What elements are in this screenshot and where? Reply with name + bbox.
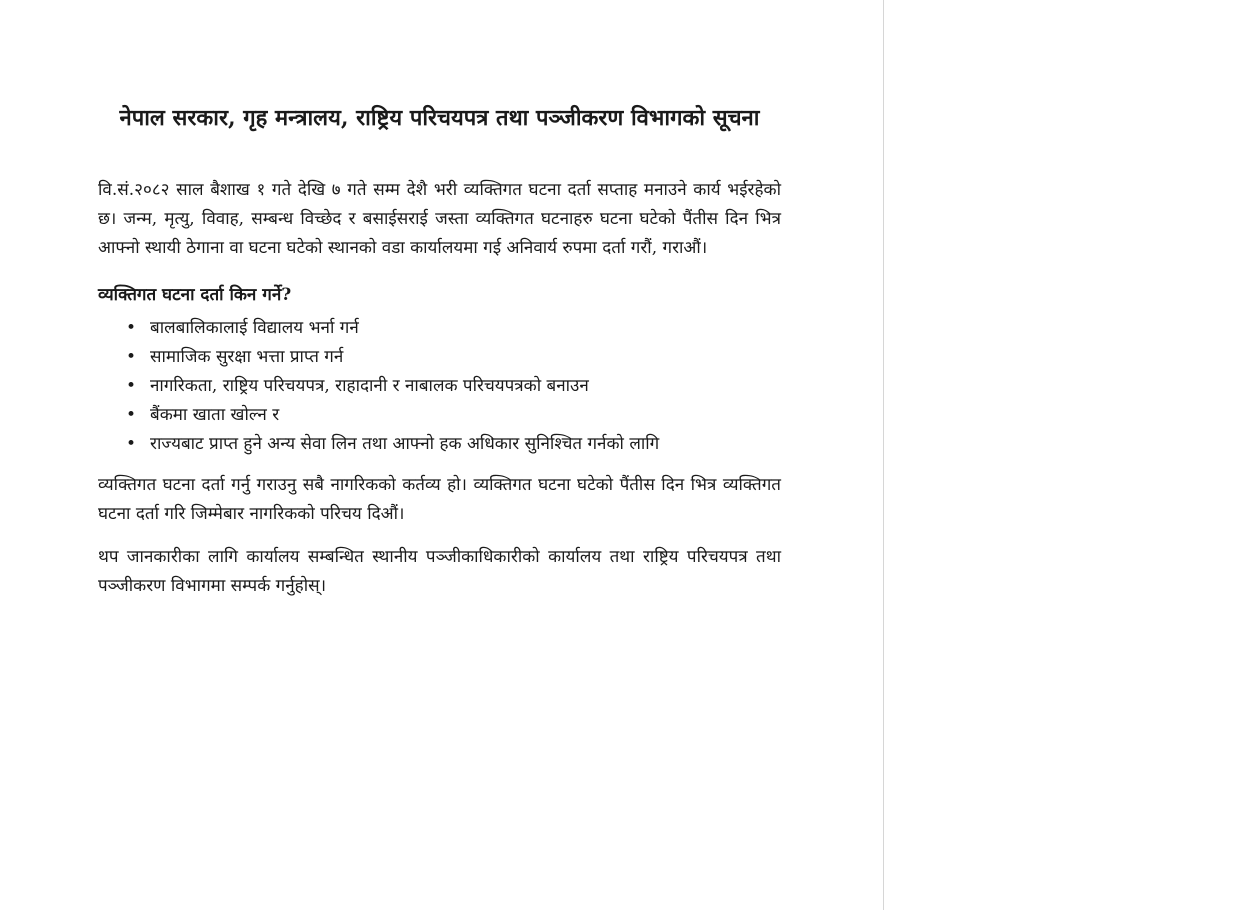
contact-paragraph: थप जानकारीका लागि कार्यालय सम्बन्धित स्थानीय पञ्जीकाधिकारीको कार्यालय तथा राष्ट्रिय परिचयपत्र तथा पञ्जीकरण विभागमा सम्पर्क गर्नुहोस्। [98,547,781,596]
bullet-icon: • [125,405,137,425]
list-item [98,401,781,430]
intro-paragraph: वि.सं.२०८२ साल बैशाख १ गते देखि ७ गते सम्म देशै भरी व्यक्तिगत घटना दर्ता सप्ताह मनाउने कार्य भईरहेको छ। जन्म, मृत्यु, विवाह, सम्बन्ध विच्छेद र बसाईसराई जस्ता व्यक्तिगत घटनाहरु घटना घटेको पैंतीस दिन भित्र आफ्नो स्थायी ठेगाना वा घटना घटेको स्थानको वडा कार्यालयमा गई अनिवार्य रुपमा दर्ता गरौं, गराऔं। [98,180,781,258]
document-content [98,100,781,615]
duty-paragraph: व्यक्तिगत घटना दर्ता गर्नु गराउनु सबै नागरिकको कर्तव्य हो। व्यक्तिगत घटना घटेको पैंतीस दिन भित्र व्यक्तिगत घटना दर्ता गरि जिम्मेबार नागरिकको परिचय दिऔं। [98,475,781,524]
list-item [98,343,781,372]
list-item [98,430,781,459]
page-border [883,0,884,910]
notice-title: नेपाल सरकार, गृह मन्त्रालय, राष्ट्रिय परिचयपत्र तथा पञ्जीकरण विभागको सूचना [119,105,760,131]
bullet-icon: • [125,347,137,367]
bullet-icon: • [125,376,137,396]
list-item-text: नागरिकता, राष्ट्रिय परिचयपत्र, राहादानी र नाबालक परिचयपत्रको बनाउन [150,376,589,396]
list-item-text: बालबालिकालाई विद्यालय भर्ना गर्न [150,318,359,338]
bullet-icon: • [125,318,137,338]
list-item-text: राज्यबाट प्राप्त हुने अन्य सेवा लिन तथा आफ्नो हक अधिकार सुनिश्चित गर्नको लागि [150,434,660,454]
list-item-text: बैंकमा खाता खोल्न र [150,405,280,425]
question-heading: व्यक्तिगत घटना दर्ता किन गर्ने? [98,285,292,305]
list-item [98,314,781,343]
reasons-list [98,314,781,459]
list-item [98,372,781,401]
list-item-text: सामाजिक सुरक्षा भत्ता प्राप्त गर्न [150,347,344,367]
bullet-icon: • [125,434,137,454]
